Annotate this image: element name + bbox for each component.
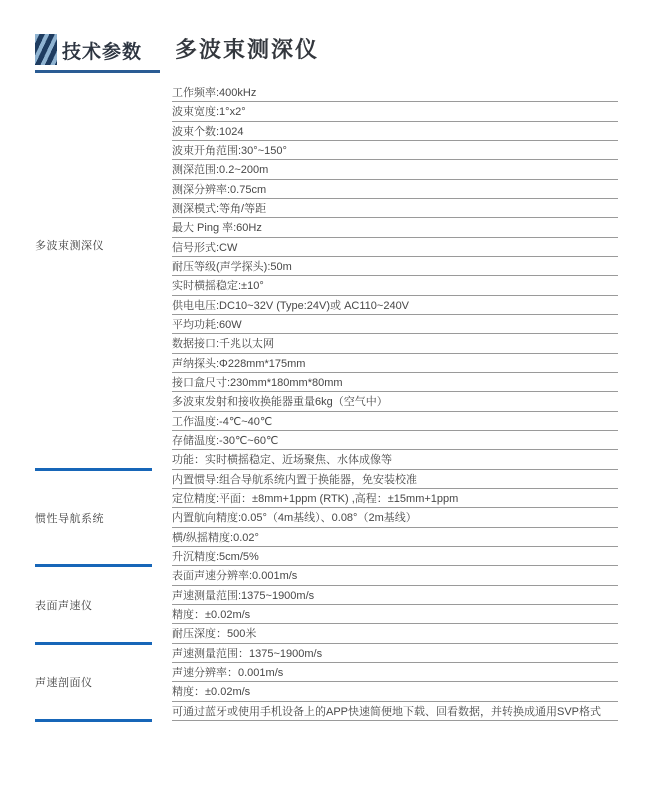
section-rows bbox=[172, 470, 618, 567]
spec-row: 功能：实时横摇稳定、近场聚焦、水体成像等 bbox=[172, 450, 618, 469]
section-label-cell bbox=[35, 644, 172, 721]
spec-row: 内置航向精度:0.05°（4m基线）、0.08°（2m基线） bbox=[172, 508, 618, 527]
section-label: 多波束测深仪 bbox=[35, 240, 104, 253]
spec-row: 耐压等级(声学探头):50m bbox=[172, 257, 618, 276]
section-label: 表面声速仪 bbox=[35, 599, 93, 612]
product-title: 多波束测深仪 bbox=[175, 37, 320, 62]
section-heading-label: 技术参数 bbox=[62, 42, 143, 63]
spec-row: 最大 Ping 率:60Hz bbox=[172, 218, 618, 237]
spec-row: 波束个数:1024 bbox=[172, 122, 618, 141]
spec-row: 声纳探头:Φ228mm*175mm bbox=[172, 354, 618, 373]
spec-row: 横/纵摇精度:0.02° bbox=[172, 528, 618, 547]
spec-row: 声速测量范围：1375~1900m/s bbox=[172, 644, 618, 663]
spec-row: 工作温度:-4℃~40℃ bbox=[172, 412, 618, 431]
spec-row: 精度：±0.02m/s bbox=[172, 605, 618, 624]
section-label-cell bbox=[35, 470, 172, 567]
spec-section bbox=[35, 566, 618, 643]
spec-section bbox=[35, 83, 618, 470]
spec-row: 声速测量范围:1375~1900m/s bbox=[172, 586, 618, 605]
spec-row: 数据接口:千兆以太网 bbox=[172, 334, 618, 353]
spec-section bbox=[35, 644, 618, 721]
spec-row: 信号形式:CW bbox=[172, 238, 618, 257]
spec-row: 测深模式:等角/等距 bbox=[172, 199, 618, 218]
spec-row: 工作频率:400kHz bbox=[172, 83, 618, 102]
spec-row: 供电电压:DC10~32V (Type:24V)或 AC110~240V bbox=[172, 296, 618, 315]
spec-section bbox=[35, 470, 618, 567]
heading-underline bbox=[35, 70, 160, 73]
spec-row: 实时横摇稳定:±10° bbox=[172, 276, 618, 295]
section-label-cell bbox=[35, 566, 172, 643]
spec-row: 升沉精度:5cm/5% bbox=[172, 547, 618, 566]
spec-row: 平均功耗:60W bbox=[172, 315, 618, 334]
diagonal-stripes-logo-icon bbox=[35, 34, 57, 65]
spec-row: 多波束发射和接收换能器重量6kg（空气中） bbox=[172, 392, 618, 411]
spec-row: 存储温度:-30℃~60℃ bbox=[172, 431, 618, 450]
section-divider bbox=[35, 719, 152, 722]
section-rows bbox=[172, 644, 618, 721]
section-label: 声速剖面仪 bbox=[35, 677, 93, 690]
section-rows bbox=[172, 83, 618, 470]
spec-row: 定位精度:平面：±8mm+1ppm (RTK) ,高程：±15mm+1ppm bbox=[172, 489, 618, 508]
section-rows bbox=[172, 566, 618, 643]
spec-row: 耐压深度：500米 bbox=[172, 624, 618, 643]
section-label: 惯性导航系统 bbox=[35, 512, 104, 525]
spec-row: 测深范围:0.2~200m bbox=[172, 160, 618, 179]
spec-row: 声速分辨率：0.001m/s bbox=[172, 663, 618, 682]
spec-row: 精度：±0.02m/s bbox=[172, 682, 618, 701]
section-label-cell bbox=[35, 83, 172, 470]
spec-row: 波束宽度:1°x2° bbox=[172, 102, 618, 121]
spec-row: 测深分辨率:0.75cm bbox=[172, 180, 618, 199]
spec-table bbox=[35, 83, 618, 721]
spec-row: 表面声速分辨率:0.001m/s bbox=[172, 566, 618, 585]
spec-row: 内置惯导:组合导航系统内置于换能器，免安装校准 bbox=[172, 470, 618, 489]
spec-row: 波束开角范围:30°~150° bbox=[172, 141, 618, 160]
spec-row: 接口盒尺寸:230mm*180mm*80mm bbox=[172, 373, 618, 392]
spec-row: 可通过蓝牙或使用手机设备上的APP快速简便地下载、回看数据，并转换成通用SVP格式 bbox=[172, 702, 618, 721]
